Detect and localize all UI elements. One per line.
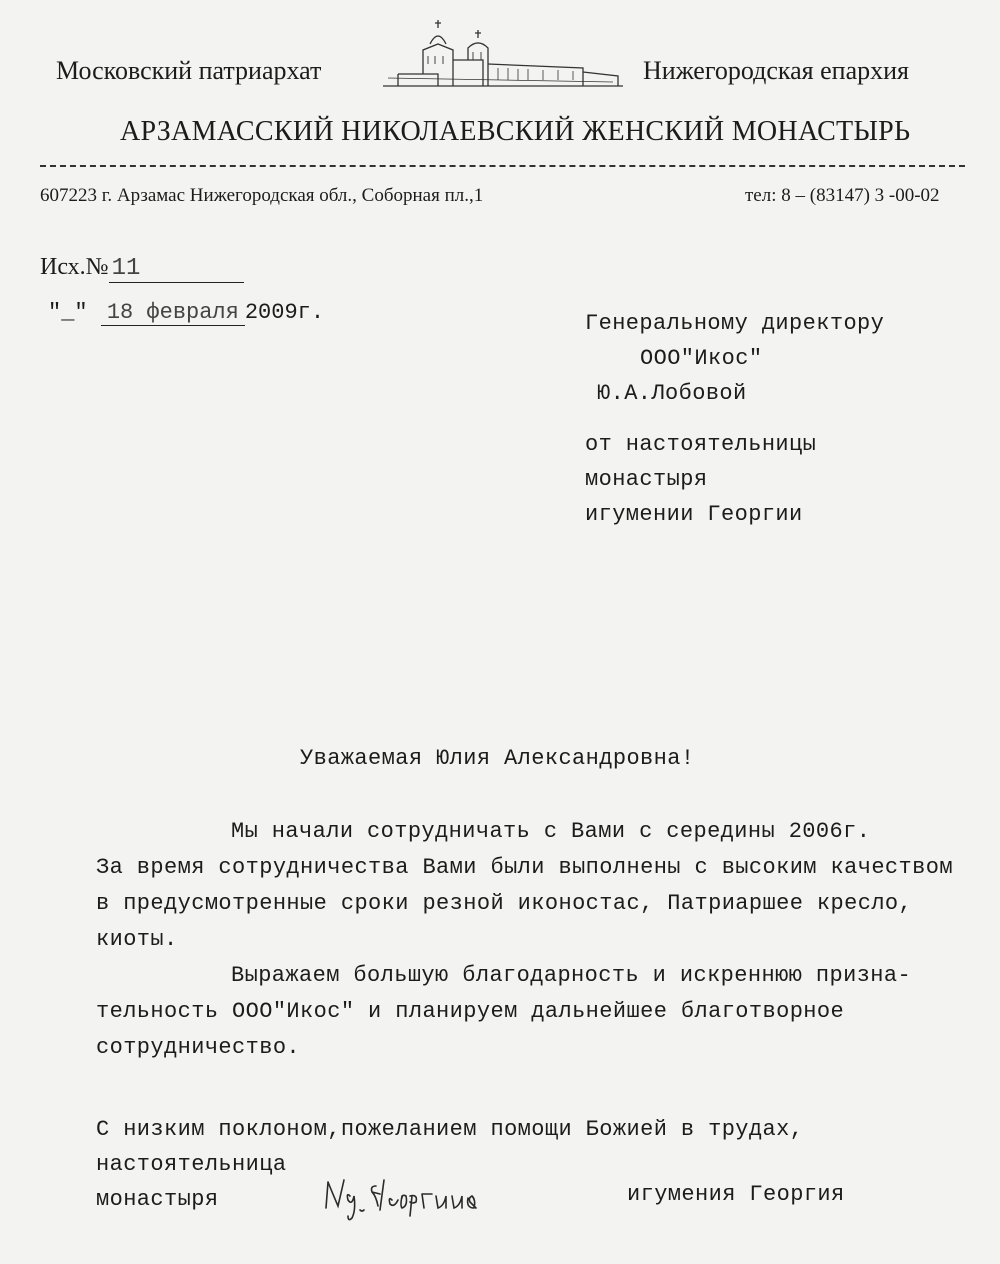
body-line: Выражаем большую благодарность и искреннюю призна- <box>231 963 912 988</box>
sender-block <box>585 427 816 532</box>
body-line: киоты. <box>96 927 178 952</box>
sender-line-3: игумении Георгии <box>585 502 803 527</box>
monastery-address: 607223 г. Арзамас Нижегородская обл., Соборная пл.,1 <box>40 185 484 206</box>
addressee-block <box>585 306 884 411</box>
letter-date <box>48 300 324 326</box>
addressee-position: Генеральному директору <box>585 311 885 336</box>
sender-line-2: монастыря <box>585 467 708 492</box>
addressee-name: Ю.А.Лобовой <box>597 381 747 406</box>
letterhead-left: Московский патриархат <box>56 56 322 85</box>
body-line: Мы начали сотрудничать с Вами с середины 2006г. <box>231 819 871 844</box>
letterhead-right: Нижегородская епархия <box>643 56 909 85</box>
date-quote: "_" <box>48 300 88 325</box>
outgoing-label: Исх.№ <box>40 254 109 280</box>
monastery-phone: тел: 8 – (83147) 3 -00-02 <box>745 185 940 206</box>
monastery-emblem-icon <box>383 20 623 100</box>
outgoing-number-value: 11 <box>109 255 244 283</box>
outgoing-number <box>40 254 244 283</box>
body-line: в предусмотренные сроки резной иконостас, Патриаршее кресло, <box>96 891 913 916</box>
body-line: За время сотрудничества Вами были выполнены с высоким качеством <box>96 855 953 880</box>
date-year: 2009г. <box>244 300 325 325</box>
body-line: сотрудничество. <box>96 1035 301 1060</box>
monastery-title: АРЗАМАССКИЙ НИКОЛАЕВСКИЙ ЖЕНСКИЙ МОНАСТЫРЬ <box>120 116 911 147</box>
date-day-month: 18 февраля <box>101 300 245 326</box>
addressee-company: ООО"Икос" <box>640 346 763 371</box>
body-line: тельность ООО"Икос" и планируем дальнейшее благотворное <box>96 999 845 1024</box>
closing-line: С низким поклоном,пожеланием помощи Божией в трудах, <box>96 1117 804 1142</box>
letter-body <box>96 814 953 1066</box>
letter-greeting: Уважаемая Юлия Александровна! <box>300 746 695 771</box>
signatory-name: игумения Георгия <box>627 1182 845 1207</box>
closing-line: монастыря <box>96 1187 219 1212</box>
sender-line-1: от настоятельницы <box>585 432 817 457</box>
header-divider <box>40 165 965 167</box>
handwritten-signature <box>318 1166 538 1226</box>
closing-line: настоятельница <box>96 1152 287 1177</box>
